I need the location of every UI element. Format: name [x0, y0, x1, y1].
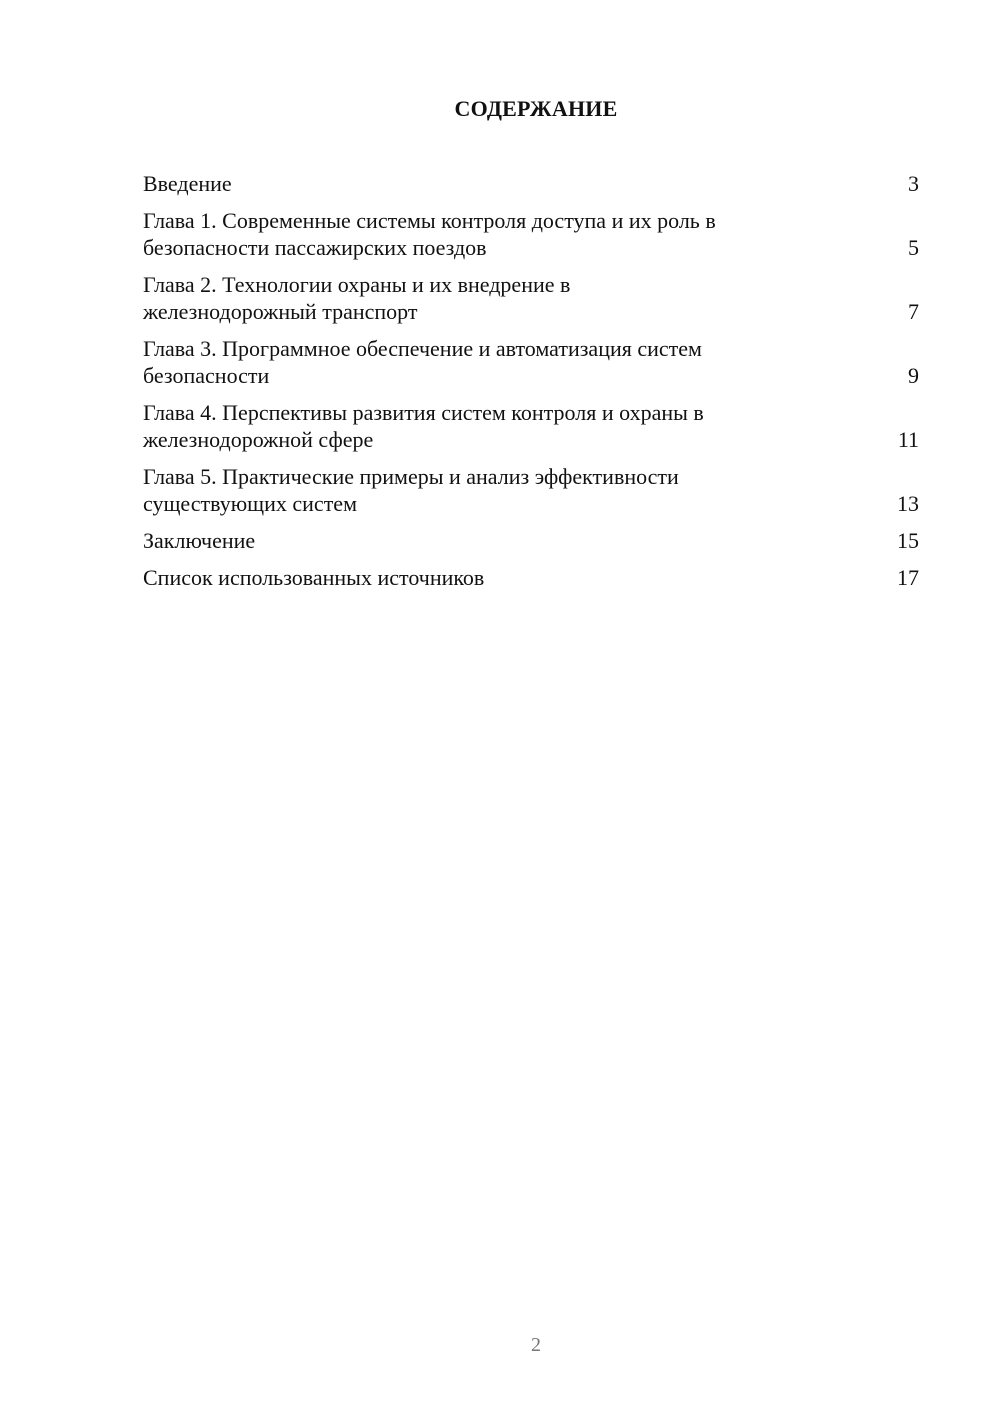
toc-entry-chapter-4[interactable] — [143, 399, 919, 453]
toc-entry-line: существующих систем — [143, 491, 357, 516]
toc-entry-references[interactable] — [143, 564, 919, 591]
toc-entry-line: Заключение — [143, 528, 256, 553]
toc-entry-text — [143, 564, 889, 591]
toc-entry-page-number: 3 — [908, 171, 919, 196]
toc-entry-text — [143, 463, 889, 517]
toc-entry-line: Список использованных источников — [143, 565, 485, 590]
toc-entry-line: Глава 1. Современные системы контроля доступа и их роль в — [143, 208, 716, 233]
toc-entry-page-number: 15 — [897, 528, 919, 553]
toc-entry-text — [143, 399, 889, 453]
toc-entry-page-number: 13 — [897, 491, 919, 516]
toc-entry-line: Глава 3. Программное обеспечение и автоматизация систем — [143, 336, 702, 361]
toc-entry-line: безопасности — [143, 363, 270, 388]
toc-entry-text — [143, 271, 889, 325]
toc-entry-text — [143, 335, 889, 389]
toc-entry-chapter-2[interactable] — [143, 271, 919, 325]
toc-entry-line: безопасности пассажирских поездов — [143, 235, 487, 260]
toc-entry-line: Глава 2. Технологии охраны и их внедрение в — [143, 272, 571, 297]
toc-entry-line: Введение — [143, 171, 232, 196]
page-number: 2 — [531, 1334, 541, 1356]
toc-entry-page-number: 9 — [908, 363, 919, 388]
toc-entry-page-number: 7 — [908, 299, 919, 324]
toc-entry-chapter-1[interactable] — [143, 207, 919, 261]
toc-entry-line: железнодорожный транспорт — [143, 299, 418, 324]
toc-entry-chapter-3[interactable] — [143, 335, 919, 389]
toc-entry-line: Глава 5. Практические примеры и анализ эффективности — [143, 464, 679, 489]
toc-entry-line: Глава 4. Перспективы развития систем контроля и охраны в — [143, 400, 704, 425]
toc-title: СОДЕРЖАНИЕ — [454, 96, 618, 121]
toc-entry-text — [143, 527, 889, 554]
toc-entry-page-number: 17 — [897, 565, 919, 590]
toc-entry-text — [143, 207, 889, 261]
toc-list — [143, 170, 919, 601]
toc-entry-introduction[interactable] — [143, 170, 919, 197]
toc-entry-conclusion[interactable] — [143, 527, 919, 554]
toc-entry-text — [143, 170, 889, 197]
toc-entry-chapter-5[interactable] — [143, 463, 919, 517]
toc-entry-line: железнодорожной сфере — [143, 427, 374, 452]
toc-entry-page-number: 11 — [897, 427, 919, 452]
toc-entry-page-number: 5 — [908, 235, 919, 260]
